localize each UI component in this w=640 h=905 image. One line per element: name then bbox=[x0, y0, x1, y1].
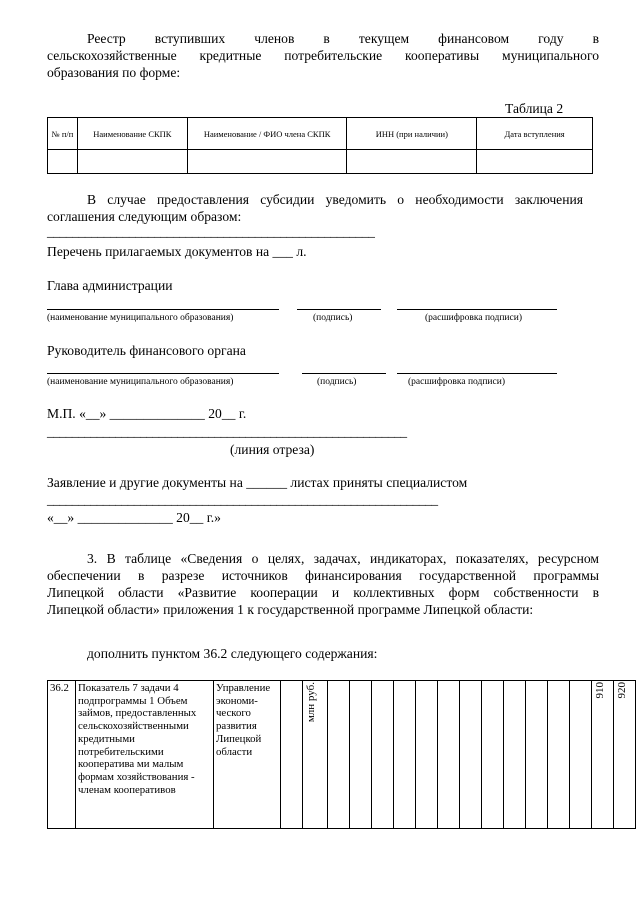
stamp-date: М.П. «__» ______________ 20__ г. bbox=[47, 406, 247, 421]
head-admin-sign-line bbox=[297, 309, 381, 310]
point3-line-4: Липецкой области» приложения 1 к государственной программе Липецкой области: bbox=[47, 602, 534, 617]
indicator-executor: Управление экономи-ческого развития Липецкой области bbox=[214, 681, 281, 829]
notice-line-1: В случае предоставления субсидии уведомить о необходимости заключения bbox=[87, 192, 583, 207]
fin-head-caption-mo: (наименование муниципального образования) bbox=[47, 377, 234, 387]
head-admin-decode-line bbox=[397, 309, 557, 310]
table2-cell bbox=[77, 150, 187, 174]
intro-line-2: сельскохозяйственные кредитные потребительские кооперативы муниципального bbox=[47, 48, 599, 63]
notice-blank-line: ____________________________________________________ bbox=[47, 224, 375, 239]
indicator-number: 36.2 bbox=[48, 681, 76, 829]
table2 bbox=[47, 117, 593, 174]
fin-head-caption-sign: (подпись) bbox=[317, 377, 357, 387]
table2-cell bbox=[347, 150, 477, 174]
application-line-1: Заявление и другие документы на ______ листах приняты специалистом bbox=[47, 475, 468, 490]
indicator-cell bbox=[526, 681, 548, 829]
indicator-value-1: 910 bbox=[594, 682, 606, 699]
application-date: «__» ______________ 20__ г.» bbox=[47, 510, 221, 525]
point3-line-1: 3. В таблице «Сведения о целях, задачах, индикаторах, показателях, ресурсном bbox=[87, 551, 599, 566]
indicator-cell bbox=[416, 681, 438, 829]
table2-cell bbox=[48, 150, 78, 174]
fin-head-title: Руководитель финансового органа bbox=[47, 343, 246, 358]
indicator-cell bbox=[438, 681, 460, 829]
indicator-cell bbox=[482, 681, 504, 829]
point3-line-2: обеспечении в разрезе источников финансирования государственной программы bbox=[47, 568, 599, 583]
indicator-description: Показатель 7 задачи 4 подпрограммы 1 Объем займов, предоставленных сельскохозяйственными кредитными потребительскими кооператива ми малым формам хозяйствования - членам кооперативов bbox=[76, 681, 214, 829]
head-admin-mo-line bbox=[47, 309, 279, 310]
indicator-cell bbox=[328, 681, 350, 829]
point3-add: дополнить пунктом 36.2 следующего содержания: bbox=[87, 646, 378, 661]
table2-header-num: № п/п bbox=[48, 118, 78, 150]
table2-caption: Таблица 2 bbox=[505, 101, 564, 116]
indicator-cell bbox=[372, 681, 394, 829]
intro-line-1: Реестр вступивших членов в текущем финансовом году в bbox=[87, 31, 599, 46]
indicator-cell bbox=[350, 681, 372, 829]
indicator-cell bbox=[570, 681, 592, 829]
application-line-2: _______________________________________________________________ bbox=[47, 492, 438, 507]
cut-line: __________________________________________________________ bbox=[47, 424, 407, 439]
head-admin-title: Глава администрации bbox=[47, 278, 173, 293]
docs-list: Перечень прилагаемых документов на ___ л. bbox=[47, 244, 307, 259]
indicator-unit-cell bbox=[303, 681, 328, 829]
head-admin-caption-sign: (подпись) bbox=[313, 313, 353, 323]
table2-header-member: Наименование / ФИО члена СКПК bbox=[187, 118, 347, 150]
head-admin-caption-mo: (наименование муниципального образования) bbox=[47, 313, 234, 323]
table2-cell bbox=[187, 150, 347, 174]
indicator-value-2: 920 bbox=[616, 682, 628, 699]
fin-head-sign-line bbox=[302, 373, 386, 374]
fin-head-caption-decode: (расшифровка подписи) bbox=[408, 377, 505, 387]
indicator-cell bbox=[460, 681, 482, 829]
indicator-table bbox=[47, 680, 636, 829]
cut-line-label: (линия отреза) bbox=[230, 442, 315, 457]
table2-header-skpk: Наименование СКПК bbox=[77, 118, 187, 150]
indicator-cell bbox=[504, 681, 526, 829]
indicator-value-1-cell bbox=[592, 681, 614, 829]
indicator-cell bbox=[394, 681, 416, 829]
indicator-cell bbox=[548, 681, 570, 829]
intro-line-3: образования по форме: bbox=[47, 65, 181, 80]
indicator-unit: млн руб. bbox=[305, 682, 317, 723]
indicator-value-2-cell bbox=[614, 681, 636, 829]
fin-head-mo-line bbox=[47, 373, 279, 374]
point3-line-3: Липецкой области «Развитие кооперации и коллективных форм собственности в bbox=[47, 585, 599, 600]
notice-line-2: соглашения следующим образом: bbox=[47, 209, 242, 224]
fin-head-decode-line bbox=[397, 373, 557, 374]
table2-cell bbox=[477, 150, 593, 174]
table2-header-inn: ИНН (при наличии) bbox=[347, 118, 477, 150]
table2-header-date: Дата вступления bbox=[477, 118, 593, 150]
indicator-cell bbox=[281, 681, 303, 829]
head-admin-caption-decode: (расшифровка подписи) bbox=[425, 313, 522, 323]
